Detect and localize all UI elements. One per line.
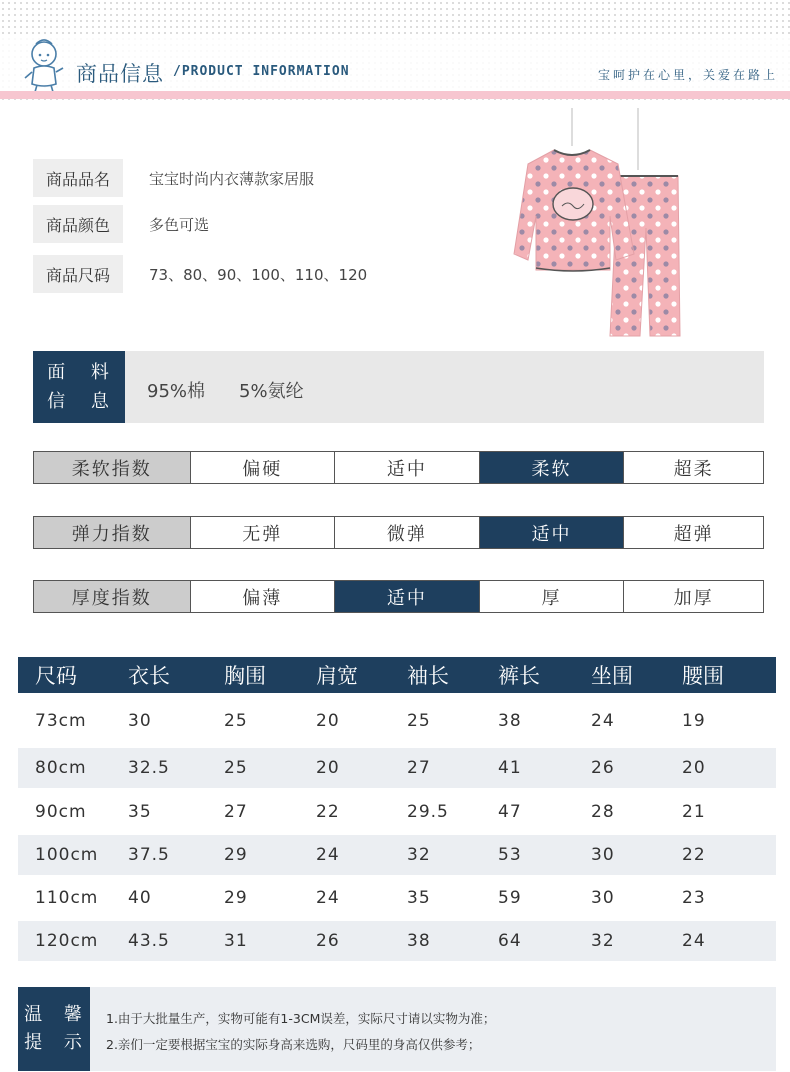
table-cell: 38 [498,710,522,731]
tips-label [18,987,90,1071]
header-cell: 裤长 [498,664,540,688]
table-cell: 31 [224,931,248,951]
table-cell: 32 [407,845,431,865]
index-option: 加厚 [623,581,763,612]
table-cell: 29 [224,845,248,865]
header-cell: 袖长 [407,664,449,688]
table-cell: 24 [682,931,706,951]
tip-line: 2.亲们一定要根据宝宝的实际身高来选购，尺码里的身高仅供参考； [106,1037,481,1052]
index-option-selected: 柔软 [479,452,624,483]
table-cell: 20 [316,758,340,778]
table-cell: 29 [224,888,248,908]
table-cell: 24 [316,845,340,865]
index-option: 超弹 [623,517,763,548]
table-cell: 24 [316,888,340,908]
table-cell: 40 [128,888,152,908]
table-cell: 120cm [35,931,99,951]
table-cell: 25 [224,758,248,778]
table-cell: 59 [498,888,522,908]
table-row [18,748,776,788]
table-cell: 47 [498,801,522,822]
table-cell: 90cm [35,801,87,822]
info-row-size [33,255,367,293]
table-cell: 26 [591,758,615,778]
index-option: 超柔 [623,452,763,483]
index-option: 适中 [334,452,479,483]
index-option: 偏硬 [190,452,335,483]
index-option-selected: 适中 [479,517,624,548]
table-row [18,693,776,748]
header-cell: 胸围 [224,664,266,688]
section-title-cn: 商品信息 [76,62,164,86]
pink-divider [0,91,790,99]
fabric-value [147,377,304,403]
table-row [18,788,776,835]
baby-mascot-icon [22,38,70,94]
table-cell: 64 [498,931,522,951]
tips-label-line2: 提 示 [24,1032,90,1053]
table-cell: 41 [498,758,522,778]
header-cell: 坐围 [591,664,633,688]
index-option: 偏薄 [190,581,335,612]
table-cell: 25 [407,710,431,731]
info-row-name [33,159,314,197]
table-cell: 32.5 [128,758,170,778]
table-row [18,921,776,961]
index-label: 柔软指数 [34,452,190,483]
table-cell: 43.5 [128,931,170,951]
tips-box [18,987,776,1071]
fabric-info [33,351,764,423]
index-option-selected: 适中 [334,581,479,612]
index-label: 厚度指数 [34,581,190,612]
table-cell: 22 [316,801,340,822]
fabric-cotton: 95%棉 [147,381,206,402]
index-option: 微弹 [334,517,479,548]
fabric-label-line1: 面 料 [47,362,119,383]
table-cell: 30 [591,888,615,908]
table-cell: 27 [407,758,431,778]
slogan: 宝呵护在心里，关爱在路上 [597,68,778,82]
table-cell: 110cm [35,888,99,908]
info-value: 73、80、90、100、110、120 [149,265,368,284]
table-cell: 32 [591,931,615,951]
header-cell: 尺码 [35,664,77,688]
table-cell: 23 [682,888,706,908]
table-row [18,875,776,921]
softness-index [33,451,764,484]
product-image [510,108,700,344]
header-cell: 衣长 [128,664,170,688]
table-cell: 37.5 [128,845,170,865]
fabric-label-line2: 信 息 [47,391,119,412]
table-cell: 20 [316,710,340,731]
table-cell: 19 [682,710,706,731]
header [0,0,790,100]
header-cell: 肩宽 [316,664,358,688]
table-cell: 28 [591,801,615,822]
table-cell: 53 [498,845,522,865]
fabric-spandex: 5%氨纶 [239,381,304,402]
table-cell: 80cm [35,758,87,778]
table-cell: 30 [128,710,152,731]
tips-label-line1: 温 馨 [24,1004,90,1025]
info-label: 商品品名 [33,159,123,197]
size-table-header [18,657,776,693]
info-row-color [33,205,209,243]
index-label: 弹力指数 [34,517,190,548]
table-cell: 22 [682,845,706,865]
index-option: 厚 [479,581,624,612]
size-table [18,657,776,961]
index-option: 无弹 [190,517,335,548]
table-cell: 27 [224,801,248,822]
thickness-index [33,580,764,613]
table-cell: 21 [682,801,706,822]
table-cell: 38 [407,931,431,951]
table-cell: 29.5 [407,801,449,822]
info-label: 商品尺码 [33,255,123,293]
header-cell: 腰围 [682,664,724,688]
table-cell: 20 [682,758,706,778]
info-value: 多色可选 [149,215,210,234]
table-cell: 35 [128,801,152,822]
info-value: 宝宝时尚内衣薄款家居服 [149,169,315,188]
table-cell: 30 [591,845,615,865]
section-title-en: /PRODUCT INFORMATION [173,64,350,79]
table-cell: 25 [224,710,248,731]
table-cell: 100cm [35,845,99,865]
table-cell: 24 [591,710,615,731]
table-cell: 26 [316,931,340,951]
table-cell: 73cm [35,710,87,731]
table-row [18,835,776,875]
info-label: 商品颜色 [33,205,123,243]
table-cell: 35 [407,888,431,908]
tip-line: 1.由于大批量生产，实物可能有1-3CM误差，实际尺寸请以实物为准； [106,1011,496,1026]
fabric-label [33,351,125,423]
elasticity-index [33,516,764,549]
